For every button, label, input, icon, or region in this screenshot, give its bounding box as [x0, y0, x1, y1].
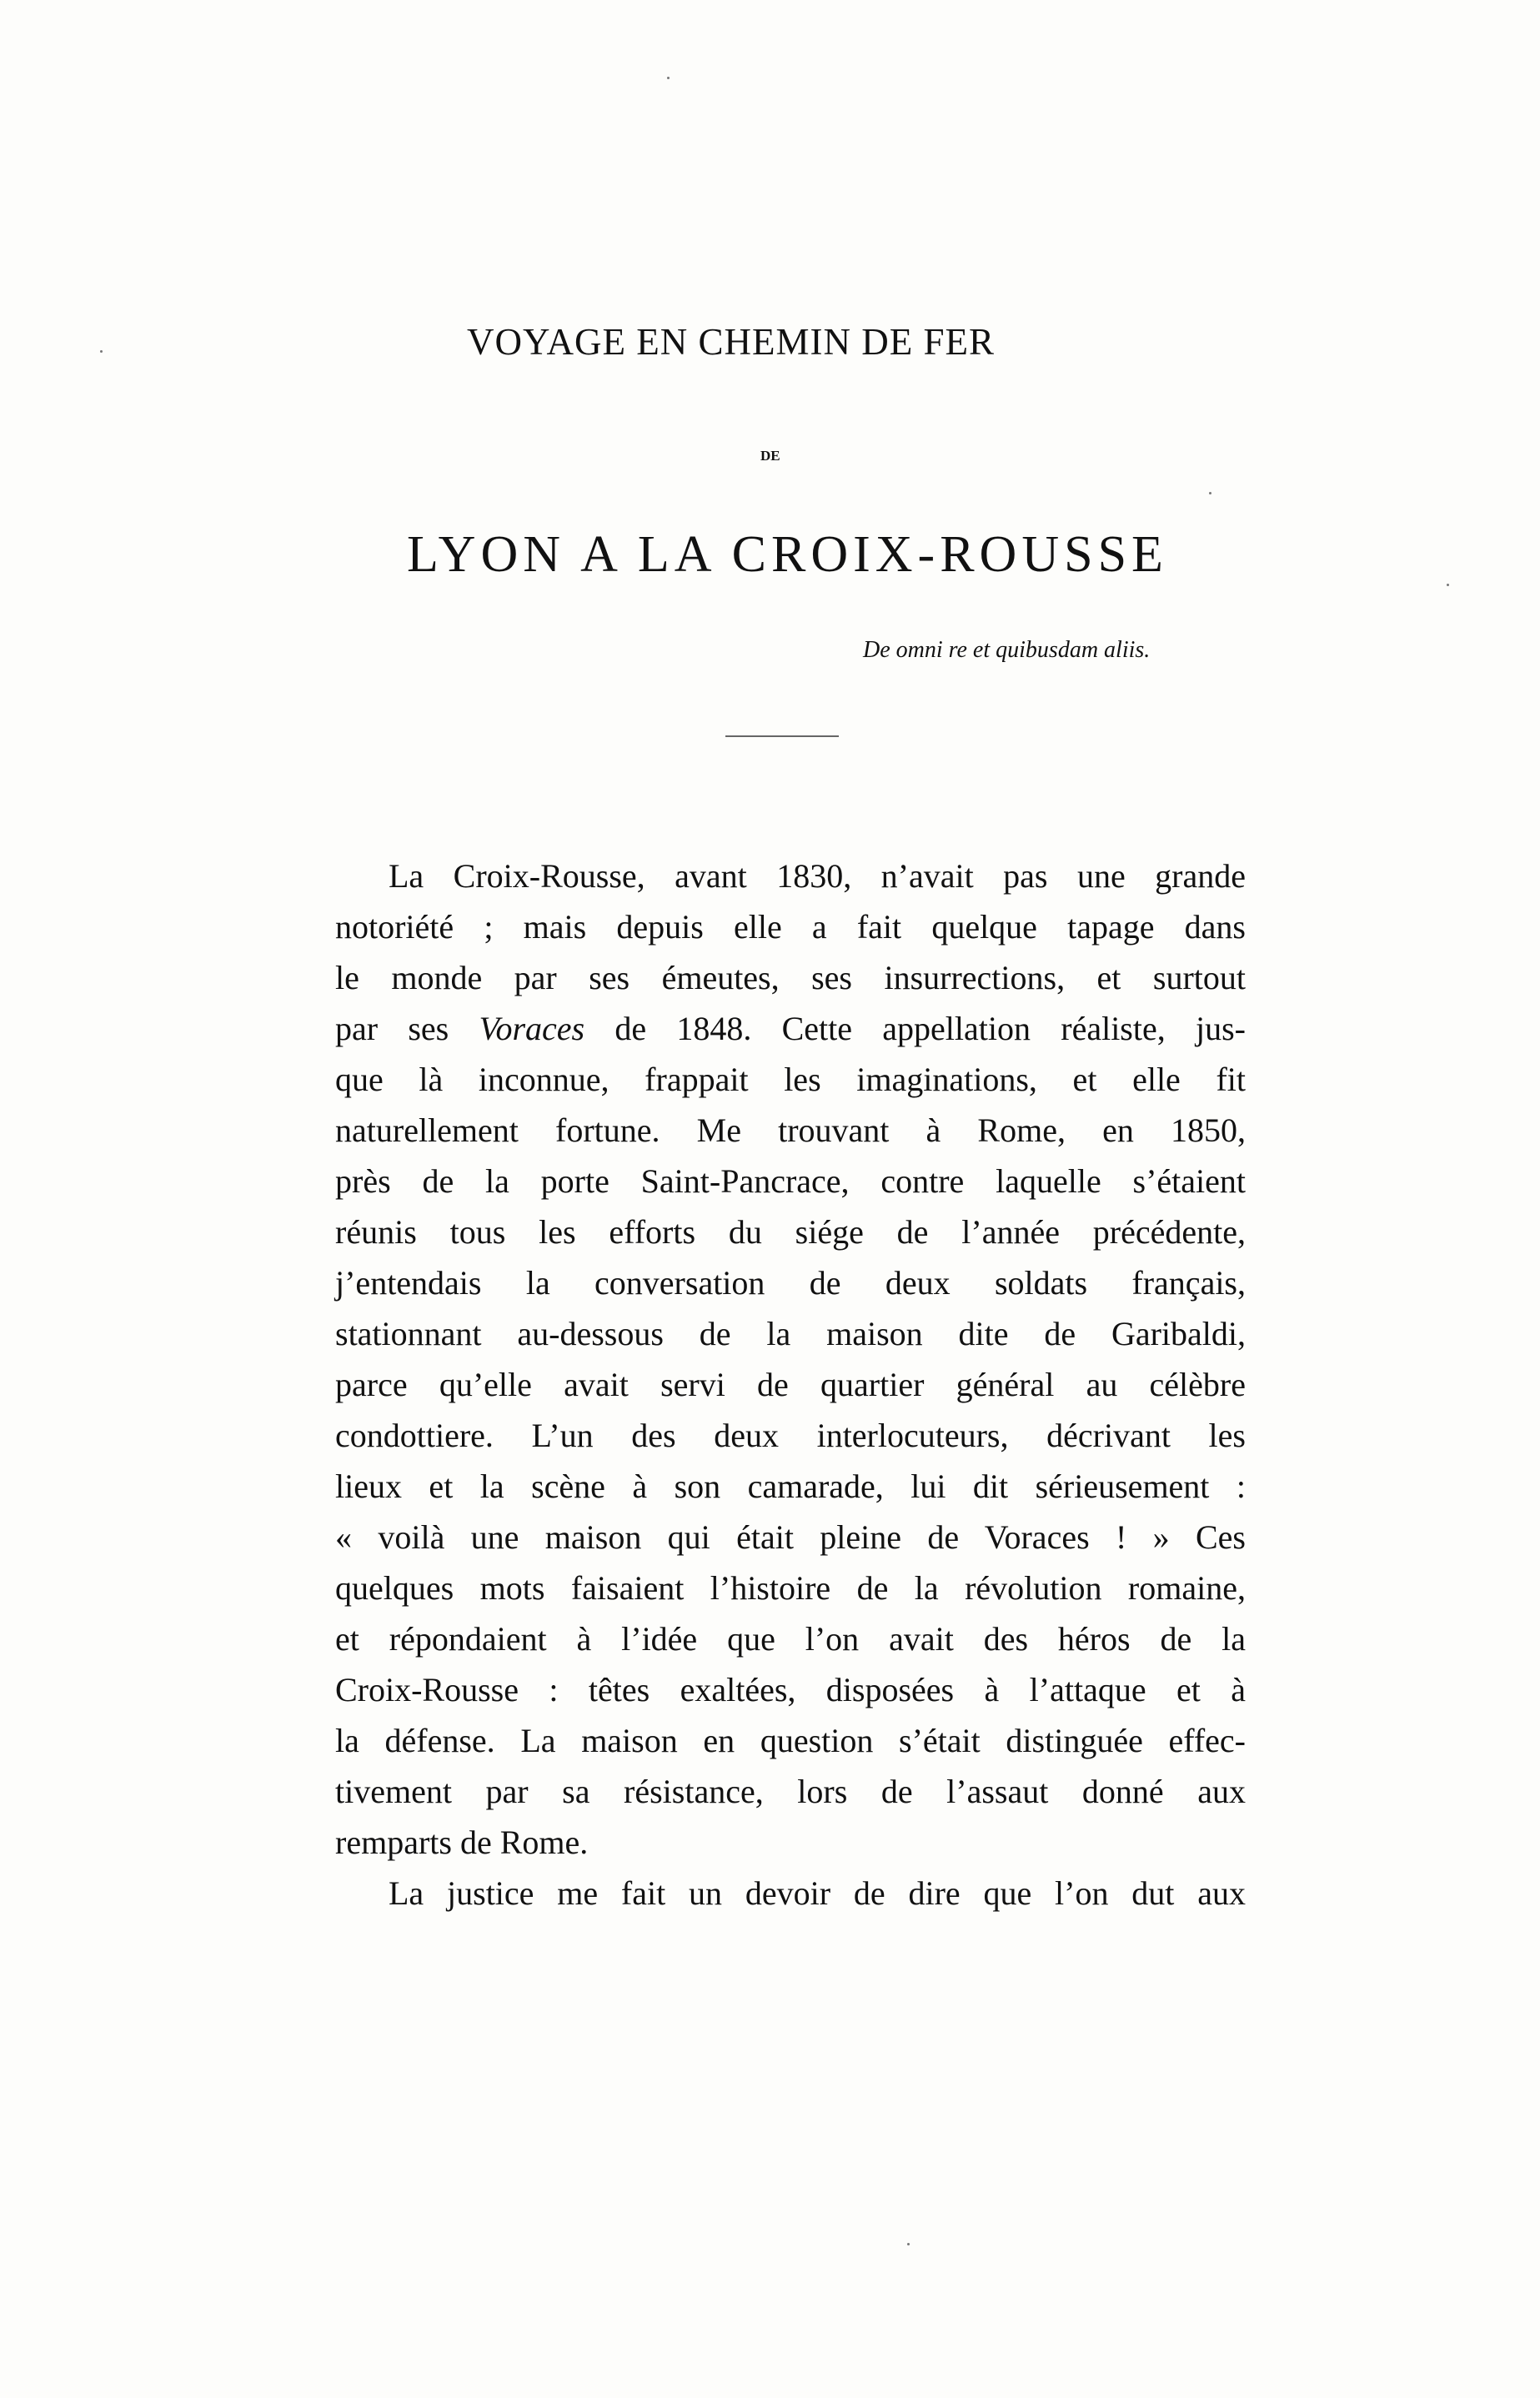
paragraph-1-line: j’entendais la conversation de deux soldats français,	[335, 1264, 1246, 1302]
paragraph-1-line: près de la porte Saint-Pancrace, contre laquelle s’étaient	[335, 1162, 1246, 1200]
paragraph-1-line: tivement par sa résistance, lors de l’assaut donné aux	[335, 1773, 1246, 1810]
body-text	[335, 850, 1246, 1919]
paragraph-1-line: quelques mots faisaient l’histoire de la révolution romaine,	[335, 1569, 1246, 1607]
paragraph-1-line: lieux et la scène à son camarade, lui dit sérieusement :	[335, 1467, 1246, 1505]
paragraph-2-line: La justice me fait un devoir de dire que l’on dut aux	[389, 1874, 1246, 1912]
paragraph-1-line: condottiere. L’un des deux interlocuteurs, décrivant les	[335, 1417, 1246, 1454]
paper-speck	[100, 350, 103, 353]
paper-speck	[667, 77, 670, 79]
paragraph-1-line: que là inconnue, frappait les imaginations, et elle fit	[335, 1061, 1246, 1098]
paragraph-1-line: par ses Voraces de 1848. Cette appellation réaliste, jus-	[335, 1010, 1246, 1047]
title-line-1: VOYAGE EN CHEMIN DE FER	[467, 321, 995, 363]
paper-speck	[1447, 584, 1449, 586]
paper-speck	[907, 2243, 910, 2245]
paragraph-1-line: « voilà une maison qui était pleine de Voraces ! » Ces	[335, 1518, 1246, 1556]
paragraph-1-line: le monde par ses émeutes, ses insurrections, et surtout	[335, 959, 1246, 996]
paragraph-1-line: remparts de Rome.	[335, 1824, 589, 1861]
paragraph-1-line: notoriété ; mais depuis elle a fait quelque tapage dans	[335, 908, 1246, 946]
paragraph-1-line: La Croix-Rousse, avant 1830, n’avait pas une grande	[389, 857, 1246, 895]
epigraph: De omni re et quibusdam aliis.	[863, 637, 1151, 663]
title-divider	[725, 735, 839, 737]
paragraph-1-line: réunis tous les efforts du siége de l’année précédente,	[335, 1213, 1246, 1251]
paragraph-1-line: parce qu’elle avait servi de quartier général au célèbre	[335, 1366, 1246, 1403]
paragraph-1-line: et répondaient à l’idée que l’on avait des héros de la	[335, 1620, 1246, 1658]
title-connector: DE	[760, 448, 780, 464]
voraces-emphasis: Voraces	[479, 1010, 585, 1047]
paragraph-1-line: la défense. La maison en question s’était distinguée effec-	[335, 1722, 1246, 1759]
paragraph-1-line: stationnant au-dessous de la maison dite de Garibaldi,	[335, 1315, 1246, 1352]
paragraph-1-line: naturellement fortune. Me trouvant à Rome, en 1850,	[335, 1111, 1246, 1149]
paragraph-1-line: Croix-Rousse : têtes exaltées, disposées à l’attaque et à	[335, 1671, 1246, 1708]
title-line-2: LYON A LA CROIX-ROUSSE	[407, 526, 1168, 583]
paper-speck	[1209, 492, 1211, 494]
